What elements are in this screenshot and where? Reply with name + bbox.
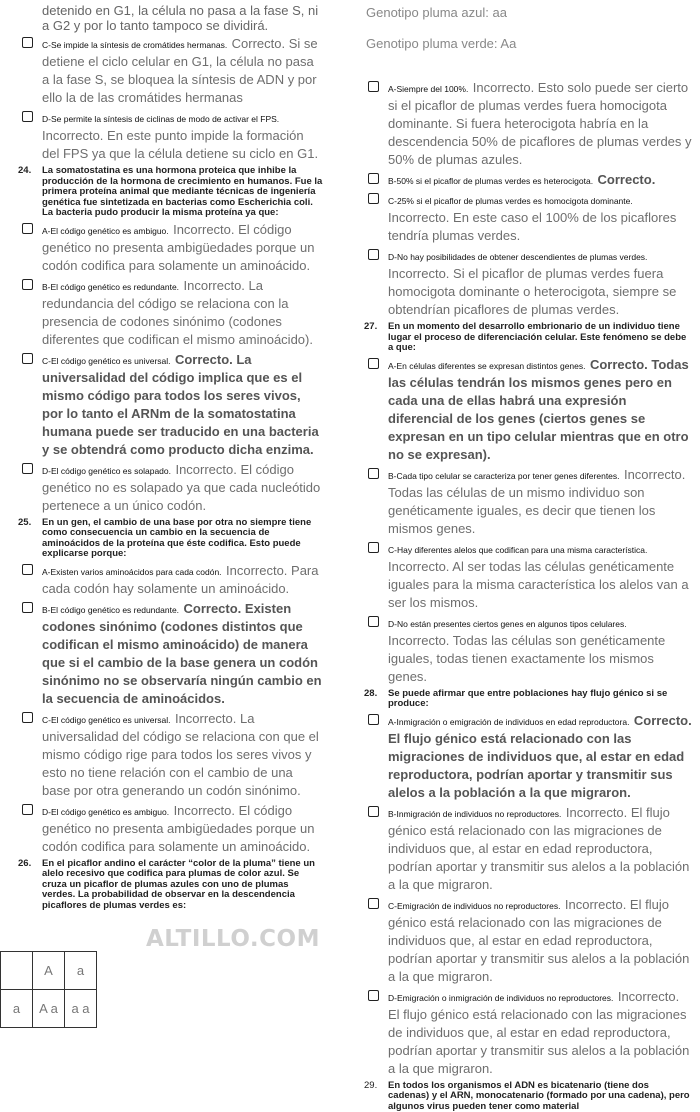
option-list — [18, 221, 323, 515]
option-body — [42, 461, 323, 515]
feedback-correct: Correcto. La universalidad del código implica que es el mismo código para todos los seres vivos, por lo tanto el ARNm de la somatostatina humana puede ser traducido en una bacteria y se obtendrá como producto dicha enzima. — [42, 352, 319, 457]
answer-option[interactable] — [18, 461, 323, 515]
answer-option[interactable] — [18, 600, 323, 708]
feedback-text: Incorrecto. El código genético no presenta ambigüedades porque un codón codifica para solamente un aminoácido. — [42, 222, 315, 273]
checkbox[interactable] — [22, 37, 33, 48]
option-body — [388, 356, 692, 464]
feedback-text: Incorrecto. El código genético no es solapado ya que cada nucleótido pertenece a un único codón. — [42, 462, 320, 513]
option-body — [388, 804, 692, 894]
punnett-cell: a — [1, 990, 33, 1028]
question-text: En el picaflor andino el carácter “color de la pluma” tiene un alelo recesivo que codifica para plumas de color azul. Se cruza un picaflor de plumas azules con uno de plumas verdes. La probabilidad de observar en la descendencia picaflores de plumas verdes es: — [42, 859, 323, 912]
option-label: D-El código genético es solapado. — [42, 466, 171, 476]
option-body — [388, 247, 692, 319]
checkbox[interactable] — [22, 353, 33, 364]
question-number: 24. — [18, 166, 42, 219]
feedback-text: Incorrecto. Todas las células son genéticamente iguales, todas tienen exactamente los mismos genes. — [388, 633, 665, 684]
answer-option[interactable] — [18, 802, 323, 856]
option-body — [42, 221, 323, 275]
answer-option[interactable] — [364, 988, 692, 1078]
option-label: A-Inmigración o emigración de individuos en edad reproductora. — [388, 717, 629, 727]
punnett-cell: A a — [33, 990, 65, 1028]
question-number: 26. — [18, 859, 42, 912]
feedback-text: Incorrecto. Si el picaflor de plumas verdes fuera homocigota dominante o heterocigota, siempre se obtendrían picaflores de plumas verdes. — [388, 266, 676, 317]
option-body — [388, 614, 692, 686]
option-label: C-25% si el picaflor de plumas verdes es homocigota dominante. — [388, 196, 633, 206]
checkbox[interactable] — [22, 223, 33, 234]
answer-option[interactable] — [18, 35, 323, 107]
option-label: A-En células diferentes se expresan distintos genes. — [388, 361, 586, 371]
option-body — [388, 191, 692, 245]
checkbox[interactable] — [368, 468, 379, 479]
answer-option[interactable] — [18, 562, 323, 598]
option-label: C-Se impide la síntesis de cromátides hermanas. — [42, 40, 227, 50]
answer-option[interactable] — [364, 191, 692, 245]
option-body — [42, 351, 323, 459]
checkbox[interactable] — [368, 193, 379, 204]
answer-option[interactable] — [364, 356, 692, 464]
option-body — [42, 35, 323, 107]
answer-option[interactable] — [18, 277, 323, 349]
option-list — [364, 79, 692, 319]
intro-text: detenido en G1, la célula no pasa a la fase S, ni a G2 y por lo tanto tampoco se dividirá. — [18, 3, 323, 33]
option-label: C-Hay diferentes alelos que codifican para una misma característica. — [388, 545, 647, 555]
feedback-correct: Correcto. — [598, 172, 656, 187]
feedback-text: Incorrecto. El flujo génico está relacionado con las migraciones de individuos que, al estar en edad reproductora, podrían aportar y transmitir sus alelos a la población a la que migraron. — [388, 989, 689, 1076]
answer-option[interactable] — [364, 171, 692, 189]
option-list — [18, 35, 323, 163]
option-label: C-Emigración de individuos no reproductores. — [388, 901, 560, 911]
checkbox[interactable] — [368, 898, 379, 909]
feedback-text: Incorrecto. El código genético no presenta ambigüedades porque un codón codifica para solamente un aminoácido. — [42, 803, 315, 854]
punnett-cell: a — [65, 952, 97, 990]
option-list — [18, 562, 323, 856]
question-28 — [364, 689, 692, 710]
option-label: B-El código genético es redundante. — [42, 605, 179, 615]
question-text: En todos los organismos el ADN es bicatenario (tiene dos cadenas) y el ARN, monocatenario (formado por una cadena), pero algunos virus pueden tener como material — [388, 1081, 692, 1112]
answer-option[interactable] — [18, 221, 323, 275]
checkbox[interactable] — [368, 990, 379, 1001]
punnett-cell: a a — [65, 990, 97, 1028]
feedback-text: Incorrecto. La redundancia del código se relaciona con la presencia de codones sinónimo (codones diferentes que codifican el mismo aminoácido). — [42, 278, 313, 347]
option-label: A-El código genético es ambiguo. — [42, 226, 169, 236]
feedback-text: Incorrecto. En este caso el 100% de los picaflores tendría plumas verdes. — [388, 210, 676, 243]
feedback-text: Incorrecto. El flujo génico está relacionado con las migraciones de individuos que, al estar en edad reproductora, podrían aportar y transmitir sus alelos a la población a la que migraron. — [388, 897, 689, 984]
feedback-text: Incorrecto. Al ser todas las células genéticamente iguales para la misma característica los alelos van a ser los mismos. — [388, 559, 689, 610]
option-list — [364, 356, 692, 686]
genotype-green: Genotipo pluma verde: Aa — [364, 36, 692, 51]
feedback-text: Incorrecto. En este punto impide la formación del FPS ya que la célula detiene su ciclo en G1. — [42, 128, 318, 161]
checkbox[interactable] — [368, 173, 379, 184]
option-label: D-No están presentes ciertos genes en algunos tipos celulares. — [388, 619, 627, 629]
option-label: A-Existen varios aminoácidos para cada codón. — [42, 567, 222, 577]
punnett-square — [0, 951, 97, 1028]
option-label: D-Emigración o inmigración de individuos no reproductores. — [388, 993, 613, 1003]
question-number: 27. — [364, 322, 388, 354]
question-number: 25. — [18, 518, 42, 560]
checkbox[interactable] — [368, 81, 379, 92]
checkbox[interactable] — [368, 714, 379, 725]
option-body — [42, 277, 323, 349]
option-body — [388, 988, 692, 1078]
question-24 — [18, 166, 323, 219]
question-29 — [364, 1081, 692, 1112]
punnett-cell — [1, 952, 33, 990]
feedback-text: Correcto. Si se detiene el ciclo celular en G1, la célula no pasa a la fase S, se bloquea la síntesis de ADN y por ello la de las cromátides hermanas — [42, 36, 318, 105]
option-list — [364, 712, 692, 1078]
option-body — [42, 109, 323, 163]
question-text: Se puede afirmar que entre poblaciones hay flujo génico si se produce: — [388, 689, 692, 710]
option-label: D-El código genético es ambiguo. — [42, 807, 169, 817]
option-label: B-50% si el picaflor de plumas verdes es heterocigota. — [388, 176, 593, 186]
checkbox[interactable] — [368, 358, 379, 369]
genotype-blue: Genotipo pluma azul: aa — [364, 5, 692, 20]
right-column — [364, 0, 692, 1112]
checkbox[interactable] — [368, 616, 379, 627]
option-label: B-El código genético es redundante. — [42, 282, 179, 292]
checkbox[interactable] — [22, 564, 33, 575]
option-label: A-Siempre del 100%. — [388, 84, 468, 94]
checkbox[interactable] — [368, 806, 379, 817]
punnett-cell: A — [33, 952, 65, 990]
option-label: B-Inmigración de individuos no reproductores. — [388, 809, 561, 819]
punnett-row — [1, 952, 97, 990]
answer-option[interactable] — [18, 109, 323, 163]
option-body — [42, 562, 323, 598]
question-26 — [18, 859, 323, 912]
answer-option[interactable] — [18, 351, 323, 459]
answer-option[interactable] — [364, 896, 692, 986]
question-text: En un momento del desarrollo embrionario de un individuo tiene lugar el proceso de diferenciación celular. Este fenómeno se debe a que: — [388, 322, 692, 354]
checkbox[interactable] — [22, 602, 33, 613]
answer-option[interactable] — [364, 466, 692, 538]
answer-option[interactable] — [18, 710, 323, 800]
option-label: D-No hay posibilidades de obtener descendientes de plumas verdes. — [388, 252, 647, 262]
question-number: 28. — [364, 689, 388, 710]
checkbox[interactable] — [22, 804, 33, 815]
question-number: 29. — [364, 1081, 388, 1112]
option-label: B-Cada tipo celular se caracteriza por tener genes diferentes. — [388, 471, 620, 481]
feedback-correct: Correcto. Existen codones sinónimo (codones distintos que codifican el mismo aminoácido) de manera que si el cambio de la base genera un codón sinónimo no se observaría ningún cambio en la secuencia de aminoácidos. — [42, 601, 322, 706]
option-label: C-El código genético es universal. — [42, 356, 171, 366]
checkbox[interactable] — [22, 712, 33, 723]
feedback-text: Incorrecto. Todas las células de un mismo individuo son genéticamente iguales, es decir que tienen los mismos genes. — [388, 467, 685, 536]
feedback-text: Incorrecto. Para cada codón hay solamente un aminoácido. — [42, 563, 319, 596]
checkbox[interactable] — [368, 249, 379, 260]
checkbox[interactable] — [22, 111, 33, 122]
checkbox[interactable] — [22, 463, 33, 474]
option-body — [388, 896, 692, 986]
feedback-correct: Correcto. El flujo génico está relacionado con las migraciones de individuos que, al estar en edad reproductora, podrían aportar y transmitir sus alelos a la población a la que migraron. — [388, 713, 692, 800]
option-label: D-Se permite la síntesis de ciclinas de modo de activar el FPS. — [42, 114, 279, 124]
feedback-correct: Correcto. Todas las células tendrán los mismos genes pero en cada una de ellas habrá una expresión diferencial de los genes (ciertos genes se expresan en un tipo celular mientras que en otro no se expresan). — [388, 357, 689, 462]
question-25 — [18, 518, 323, 560]
option-body — [42, 600, 323, 708]
option-label: C-El código genético es universal. — [42, 715, 171, 725]
watermark: ALTILLO.COM — [146, 926, 320, 952]
option-body — [388, 79, 692, 169]
feedback-text: Incorrecto. Esto solo puede ser cierto si el picaflor de plumas verdes fuera homocigota dominante. Si fuera heterocigota habría en la descendencia 50% de picaflores de plumas verdes y 50% de plumas azules. — [388, 80, 692, 167]
answer-option[interactable] — [364, 804, 692, 894]
option-body — [42, 802, 323, 856]
feedback-text: Incorrecto. El flujo génico está relacionado con las migraciones de individuos que, al estar en edad reproductora, podrían aportar y transmitir sus alelos a la población a la que migraron. — [388, 805, 689, 892]
question-text: En un gen, el cambio de una base por otra no siempre tiene como consecuencia un cambio en la secuencia de aminoácidos de la proteína que éste codifica. Esto puede explicarse porque: — [42, 518, 323, 560]
option-body — [388, 171, 692, 189]
left-column — [18, 0, 323, 911]
answer-option[interactable] — [364, 614, 692, 686]
option-body — [42, 710, 323, 800]
checkbox[interactable] — [22, 279, 33, 290]
question-text: La somatostatina es una hormona proteica que inhibe la producción de la hormona de crecimiento en humanos. Fue la primera proteína animal que mediante técnicas de ingeniería genética fue sintetizada en bacterias como Escherichia coli. La bacteria pudo producir la misma proteína ya que: — [42, 166, 323, 219]
answer-option[interactable] — [364, 540, 692, 612]
answer-option[interactable] — [364, 79, 692, 169]
option-body — [388, 712, 692, 802]
question-27 — [364, 322, 692, 354]
checkbox[interactable] — [368, 542, 379, 553]
option-body — [388, 540, 692, 612]
punnett-row — [1, 990, 97, 1028]
answer-option[interactable] — [364, 247, 692, 319]
feedback-text: Incorrecto. La universalidad del código se relaciona con que el mismo código rige para todos los seres vivos y esto no tiene relación con el cambio de una base por otra generando un codón sinónimo. — [42, 711, 319, 798]
option-body — [388, 466, 692, 538]
answer-option[interactable] — [364, 712, 692, 802]
